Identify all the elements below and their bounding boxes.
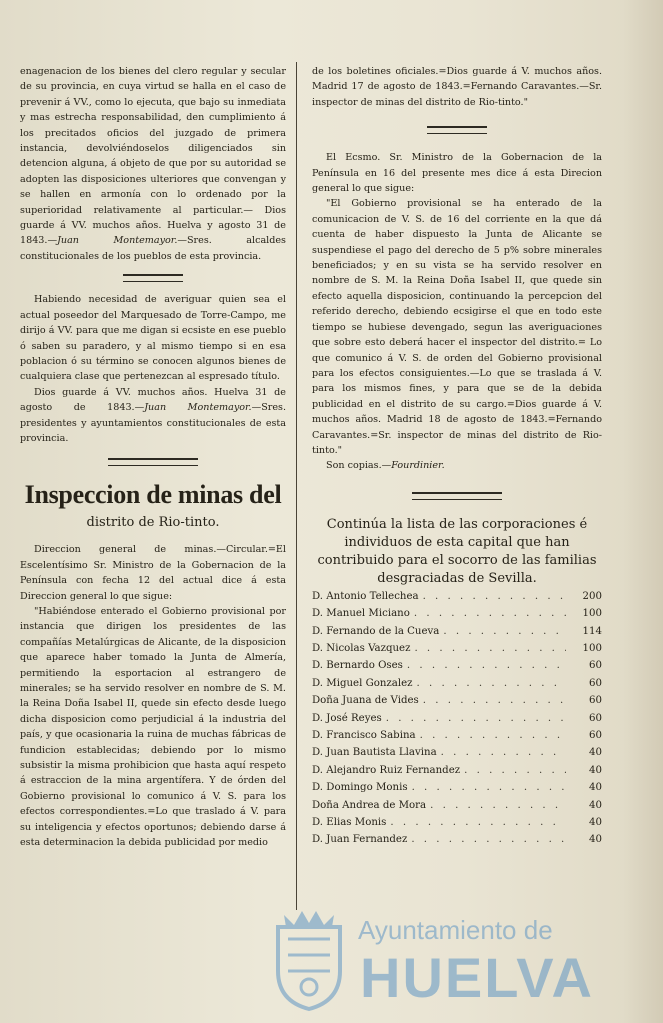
left-column	[20, 64, 286, 850]
signature-fourdinier: Fourdinier.	[391, 460, 445, 472]
separator-rule	[412, 492, 502, 500]
donor-name: Doña Andrea de Mora	[312, 799, 427, 811]
donor-amount: 60	[589, 677, 602, 689]
donor-row	[312, 710, 602, 727]
leader-dots	[414, 640, 566, 657]
left-paragraph-2: Habiendo necesidad de averiguar quien sea el actual poseedor del Marquesado de Torre-Campo, me dirijo á VV. para que me digan si ecsiste en ese pueblo ó saben su paradero, y al mismo tiempo si en esa poblacion ó su término se conocen algunos bienes de cualquiera clase que pertenezcan al espresado título.	[20, 294, 286, 383]
donor-row	[312, 762, 602, 779]
donor-amount: 100	[582, 642, 602, 654]
donor-amount: 60	[589, 695, 602, 707]
donor-amount: 200	[582, 590, 602, 602]
leader-dots	[407, 657, 566, 674]
signature-montemayor-1: Juan Montemayor.	[57, 235, 178, 247]
leader-dots	[414, 605, 566, 622]
donor-row	[312, 744, 602, 761]
donor-name: D. Francisco Sabina	[312, 730, 416, 741]
right-paragraph-3: "El Gobierno provisional se ha enterado de la comunicacion de V. S. de 16 del corriente en la que dá cuenta de haber dispuesto la Junta de Alicante se suspendiese el pago del derecho de 5 p% sobre minerales beneficiados; y en su vista se ha servido resolver en nombre de S. M. la Reina Doña Isabel II, que quede sin efecto aquella disposicion, continuando la percepcion del referido derecho, debiendo ecsigirse el que en todo este tiempo se hubiese devengado, segun las averiguaciones que sobre esto deberá hacer el inspector del distrito.= Lo que comunico á V. S. de orden del Gobierno provisional para los efectos consiguientes.—Lo que se traslada á V. para los mismos fines, y para que se de la debida publicidad en el distrito de su cargo.=Dios guarde á V. muchos años. Madrid 18 de agosto de 1843.=Fernando Caravantes.=Sr. inspector de minas del distrito de Rio-tinto."	[312, 198, 602, 456]
donation-list-title: Continúa la lista de las corporaciones é individuos de esta capital que han contribuido para el socorro de las familias desgraciadas de Sevilla.	[317, 516, 597, 586]
donor-name: D. Antonio Tellechea	[312, 590, 419, 602]
donor-amount: 60	[589, 660, 602, 672]
separator-rule	[123, 274, 183, 282]
column-divider	[296, 62, 297, 910]
coat-of-arms-icon	[270, 905, 348, 1013]
donor-row	[312, 657, 602, 674]
leader-dots	[390, 814, 566, 831]
signature-montemayor-2: Juan Montemayor.	[144, 402, 252, 414]
donor-name: D. Fernando de la Cueva	[312, 625, 440, 637]
donor-name: D. Miguel Gonzalez	[312, 677, 413, 689]
donor-amount: 40	[589, 817, 602, 829]
donor-name: D. José Reyes	[312, 712, 382, 724]
page-edge-shading	[623, 0, 663, 1023]
left-paragraph-1: enagenacion de los bienes del clero regular y secular de su provincia, en cuya virtud se halla en el caso de prevenir á VV., como lo ejecuta, que bajo su inmediata y mas estrecha responsabilidad, den cumplimiento á los precitados oficios del juzgado de primera instancia, devolviéndoselos diligenciados sin detencion alguna, á objeto de que por su autoridad se adopten las disposiciones ulteriores que convengan y se hallen en armonía con lo ordenado por la superioridad relativamente al particular.— Dios guarde á VV. muchos años. Huelva y agosto 31 de 1843.—Juan Montemayor.—Sres. alcaldes constitucionales de los pueblos de esta provincia.	[20, 66, 286, 262]
donor-amount: 114	[582, 625, 602, 637]
donor-amount: 40	[589, 834, 602, 846]
donor-name: D. Domingo Monis	[312, 782, 408, 794]
donor-row	[312, 692, 602, 709]
right-column	[312, 64, 602, 849]
donor-name: D. Nicolas Vazquez	[312, 642, 411, 654]
donor-row	[312, 588, 602, 605]
donor-row	[312, 814, 602, 831]
leader-dots	[423, 692, 566, 709]
leader-dots	[411, 831, 566, 848]
donor-name: D. Juan Fernandez	[312, 834, 408, 846]
watermark-line-1: Ayuntamiento de	[358, 915, 553, 945]
separator-rule	[108, 458, 198, 466]
donor-name: D. Elias Monis	[312, 817, 387, 829]
donor-row	[312, 727, 602, 744]
donor-amount: 100	[582, 608, 602, 620]
donor-row	[312, 675, 602, 692]
donor-amount: 60	[589, 712, 602, 724]
donor-name: Doña Juana de Vides	[312, 695, 419, 707]
watermark-line-2: HUELVA	[360, 946, 594, 1009]
donor-amount: 40	[589, 782, 602, 794]
donor-row	[312, 640, 602, 657]
leader-dots	[443, 623, 566, 640]
donor-amount: 40	[589, 764, 602, 776]
leader-dots	[423, 588, 566, 605]
leader-dots	[386, 710, 566, 727]
copies-line: Son copias.—Fourdinier.	[326, 460, 445, 472]
donor-amount: 40	[589, 799, 602, 811]
donor-name: D. Alejandro Ruiz Fernandez	[312, 764, 461, 776]
left-paragraph-4: "Habiéndose enterado el Gobierno provisional por instancia que dirigen los presidentes de las compañías Metalúrgicas de Alicante, de la disposicion que aparece haber tomado la Junta de Almería, permitiendo la esportacion al estrangero de minerales; se ha servido resolver en nombre de S. M. la Reina Doña Isabel II, quede sin efecto desde luego dicha disposicion como perjudicial á la industria del país, y que ocasionaria la ruina de muchas fábricas de fundicion establecidas; debiendo por lo mismo subsistir la misma prohibicion que hasta aquí respeto á estraccion de la mina argentífera. Y de órden del Gobierno provisional lo comunico á V. S. para los efectos correspondientes.=Lo que traslado á V. para su inteligencia y efectos oportunos; debiendo darse á esta determinacion la debida publicidad por medio	[20, 605, 286, 849]
donor-row	[312, 605, 602, 622]
leader-dots	[464, 762, 566, 779]
separator-rule	[427, 126, 487, 134]
donor-amount: 40	[589, 747, 602, 759]
left-paragraph-2-close: Dios guarde á VV. muchos años. Huelva 31 de agosto de 1843.—Juan Montemayor.—Sres. presidentes y ayuntamientos constitucionales de esta provincia.	[20, 386, 286, 444]
leader-dots	[412, 779, 566, 796]
donor-row	[312, 797, 602, 814]
section-title: Inspeccion de minas del	[24, 480, 282, 510]
donor-row	[312, 623, 602, 640]
donor-amount: 60	[589, 730, 602, 741]
watermark	[268, 905, 663, 1023]
leader-dots	[441, 744, 566, 761]
leader-dots	[417, 675, 566, 692]
donor-name: D. Juan Bautista Llavina	[312, 747, 437, 759]
donor-name: D. Manuel Miciano	[312, 608, 410, 620]
left-paragraph-3: Direccion general de minas.—Circular.=El Escelentísimo Sr. Ministro de la Gobernacion de la Península con fecha 12 del actual dice á esta Direccion general lo que sigue:	[20, 544, 286, 602]
section-subtitle: distrito de Rio-tinto.	[86, 515, 220, 531]
right-paragraph-1: de los boletines oficiales.=Dios guarde á V. muchos años. Madrid 17 de agosto de 1843.=Fernando Caravantes.—Sr. inspector de minas del distrito de Rio-tinto."	[312, 66, 602, 108]
leader-dots	[430, 797, 566, 814]
donor-row	[312, 779, 602, 796]
donor-row	[312, 831, 602, 848]
right-paragraph-2: El Ecsmo. Sr. Ministro de la Gobernacion de la Península en 16 del presente mes dice á esta Direcion general lo que sigue:	[312, 152, 602, 195]
donor-name: D. Bernardo Oses	[312, 660, 403, 672]
donation-list	[312, 588, 602, 849]
leader-dots	[420, 727, 566, 744]
